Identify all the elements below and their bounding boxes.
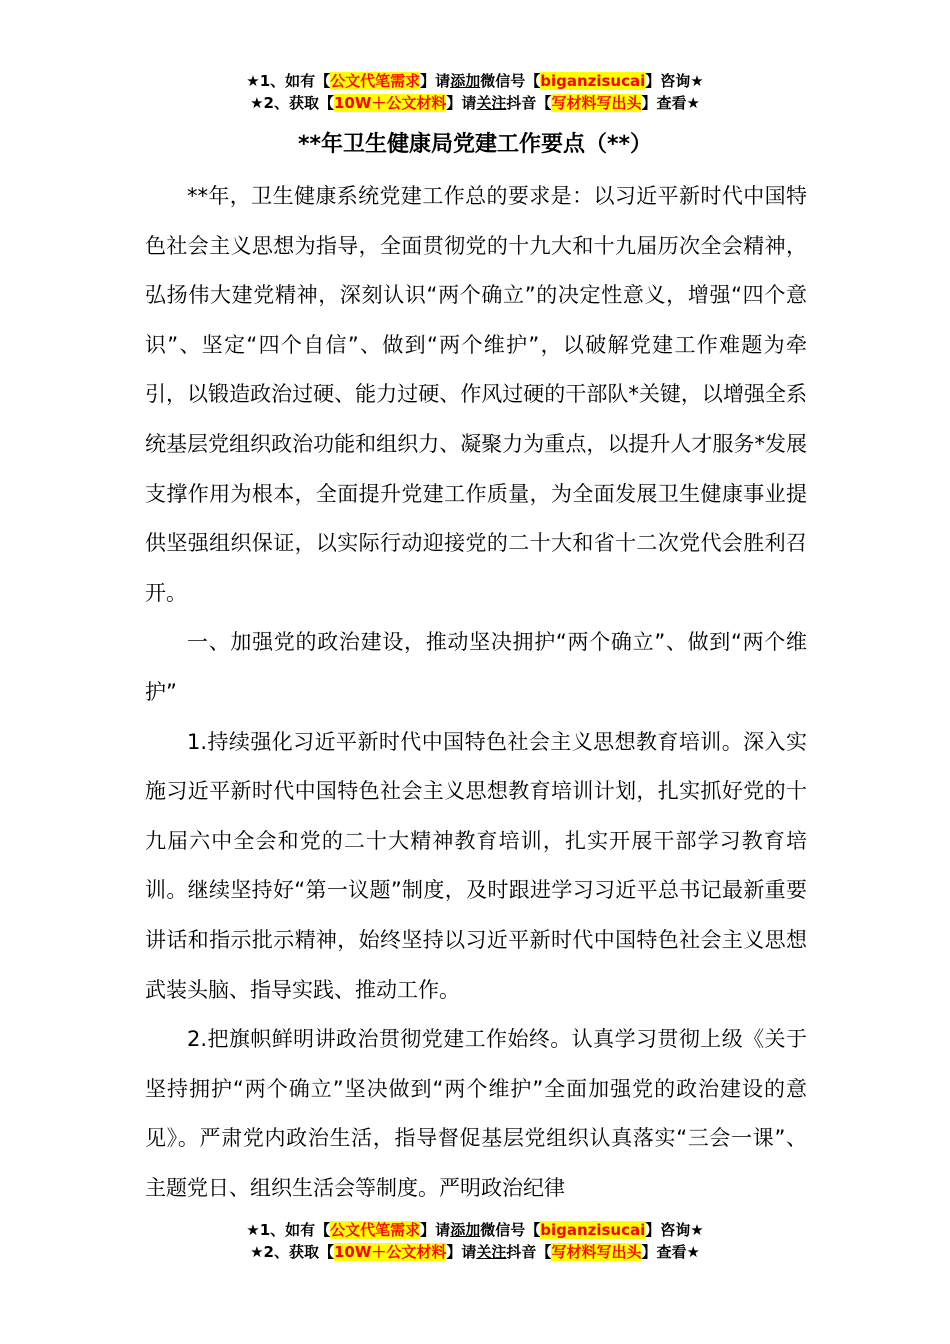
promo-text: 】请 — [446, 94, 477, 112]
promo-banner-bottom — [0, 1219, 950, 1263]
promo-underline-text: 关注 — [476, 94, 507, 112]
body-paragraph: 2.把旗帜鲜明讲政治贯彻党建工作始终。认真学习贯彻上级《关于坚持拥护“两个确立”坚决做到“两个维护”全面加强党的政治建设的意见》。严肃党内政治生活，指导督促基层党组织认真落实“三会一课”、主题党日、组织生活会等制度。严明政治纪律 — [145, 1027, 807, 1200]
promo-text: 】咨询★ — [645, 1221, 704, 1239]
promo-text: 微信号【 — [480, 1221, 541, 1239]
promo-wechat-id: biganzisucai — [540, 72, 646, 90]
promo-text: 】请 — [420, 1221, 451, 1239]
promo-text: 】咨询★ — [645, 72, 704, 90]
promo-highlight: 公文代笔需求 — [330, 1221, 421, 1239]
promo-douyin-account: 写材料写出头 — [551, 1243, 642, 1261]
promo-banner-top — [0, 70, 950, 114]
promo-highlight: 10W＋公文材料 — [333, 94, 447, 112]
promo-text: ★1、如有【 — [246, 1221, 331, 1239]
promo-underline-text: 关注 — [476, 1243, 507, 1261]
promo-highlight: 10W＋公文材料 — [333, 1243, 447, 1261]
promo-line-1 — [0, 70, 950, 92]
section-heading: 一、加强党的政治建设，推动坚决拥护“两个确立”、做到“两个维护” — [145, 630, 807, 704]
promo-text: ★2、获取【 — [250, 1243, 334, 1261]
promo-text: ★1、如有【 — [246, 72, 331, 90]
intro-paragraph: **年，卫生健康系统党建工作总的要求是：以习近平新时代中国特色社会主义思想为指导，全面贯彻党的十九大和十九届历次全会精神，弘扬伟大建党精神，深刻认识“两个确立”的决定性意义，增强“四个意识”、坚定“四个自信”、做到“两个维护”，以破解党建工作难题为牵引，以锻造政治过硬、能力过硬、作风过硬的干部队*关键，以增强全系统基层党组织政治功能和组织力、凝聚力为重点，以提升人才服务*发展支撑作用为根本，全面提升党建工作质量，为全面发展卫生健康事业提供坚强组织保证，以实际行动迎接党的二十大和省十二次党代会胜利召开。 — [145, 184, 807, 605]
promo-text: 】请 — [446, 1243, 477, 1261]
promo-text: 微信号【 — [480, 72, 541, 90]
promo-text: 抖音【 — [506, 1243, 552, 1261]
promo-underline-text: 添加 — [450, 72, 481, 90]
promo-text: 抖音【 — [506, 94, 552, 112]
promo-text: 】查看★ — [641, 94, 700, 112]
promo-douyin-account: 写材料写出头 — [551, 94, 642, 112]
promo-line-2 — [0, 92, 950, 114]
document-body — [145, 172, 807, 1213]
promo-underline-text: 添加 — [450, 1221, 481, 1239]
promo-wechat-id: biganzisucai — [540, 1221, 646, 1239]
promo-line-2 — [0, 1241, 950, 1263]
promo-text: ★2、获取【 — [250, 94, 334, 112]
promo-text: 】请 — [420, 72, 451, 90]
promo-text: 】查看★ — [641, 1243, 700, 1261]
document-title: **年卫生健康局党建工作要点（**） — [297, 132, 653, 157]
body-paragraph: 1.持续强化习近平新时代中国特色社会主义思想教育培训。深入实施习近平新时代中国特色社会主义思想教育培训计划，扎实抓好党的十九届六中全会和党的二十大精神教育培训，扎实开展干部学习教育培训。继续坚持好“第一议题”制度，及时跟进学习习近平总书记最新重要讲话和指示批示精神，始终坚持以习近平新时代中国特色社会主义思想武装头脑、指导实践、推动工作。 — [145, 729, 807, 1002]
promo-line-1 — [0, 1219, 950, 1241]
promo-highlight: 公文代笔需求 — [330, 72, 421, 90]
